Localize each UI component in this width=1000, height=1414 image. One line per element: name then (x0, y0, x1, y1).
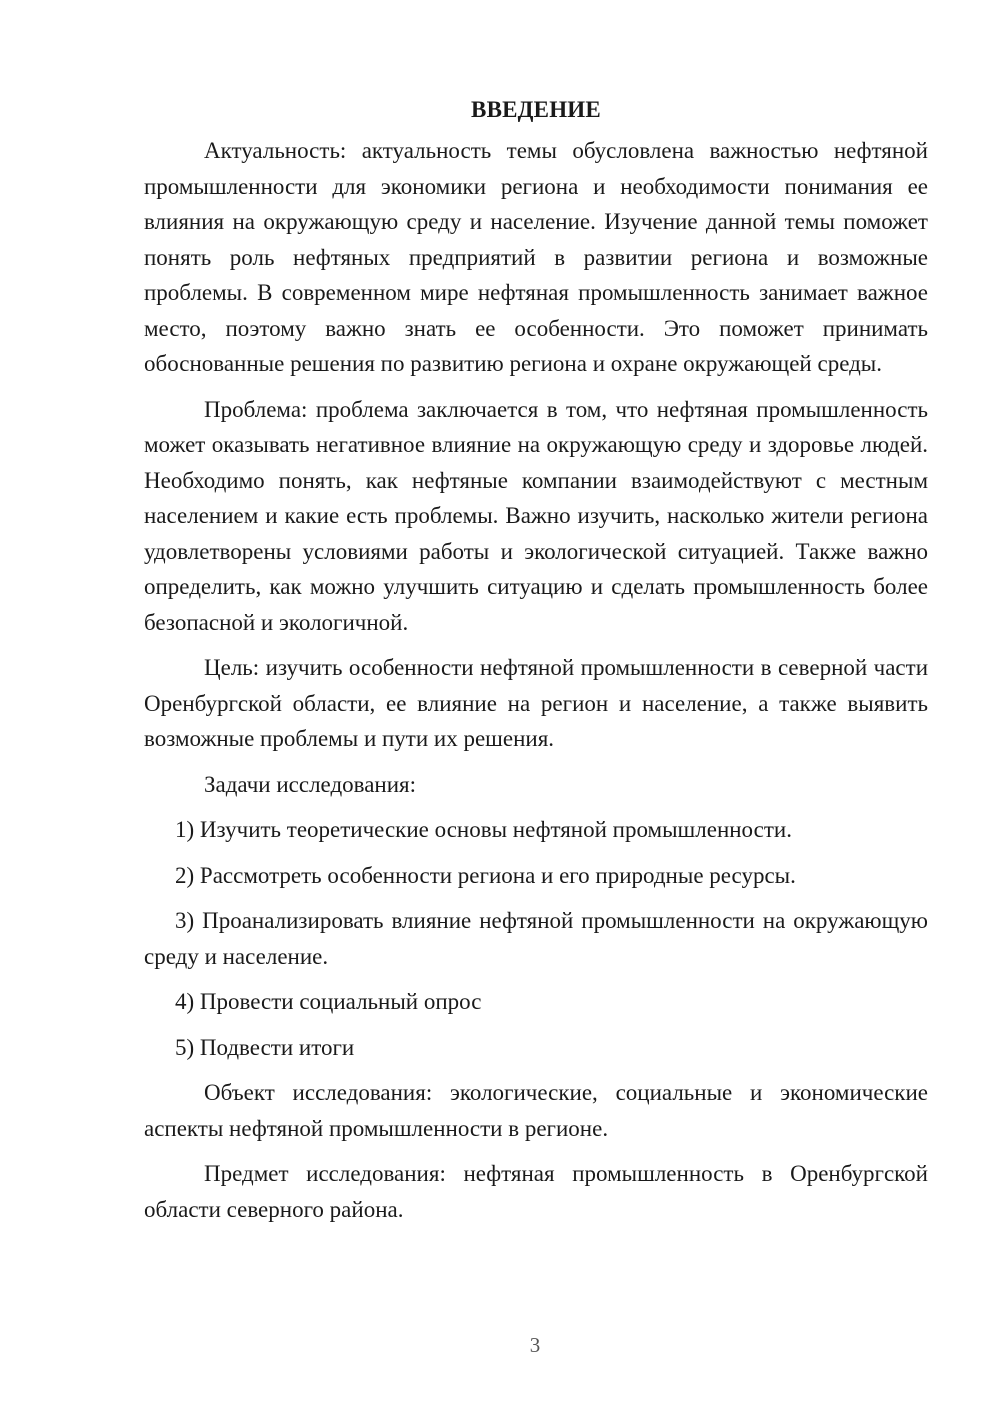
task-item-1: 1) Изучить теоретические основы нефтяной промышленности. (175, 817, 792, 842)
task-item-3: 3) Проанализировать влияние нефтяной промышленности на окружающую среду и население. (144, 908, 928, 969)
object-paragraph: Объект исследования: экологические, социальные и экономические аспекты нефтяной промышленности в регионе. (144, 1080, 928, 1141)
tasks-heading: Задачи исследования: (204, 771, 417, 797)
task-item-5: 5) Подвести итоги (175, 1034, 355, 1060)
problem-paragraph: Проблема: проблема заключается в том, что нефтяная промышленность может оказывать негативное влияние на окружающую среду и здоровье людей. Необходимо понять, как нефтяные компании взаимодействуют с местным населением и какие есть проблемы. Важно изучить, насколько жители региона удовлетворены условиями работы и экологической ситуацией. Также важно определить, как можно улучшить ситуацию и сделать промышленность более безопасной и экологичной. (144, 396, 928, 635)
page-number: 3 (529, 1333, 541, 1357)
task-item-2: 2) Рассмотреть особенности региона и его природные ресурсы. (175, 862, 796, 888)
task-item-4: 4) Провести социальный опрос (175, 989, 482, 1014)
document-page (144, 92, 928, 1237)
goal-paragraph: Цель: изучить особенности нефтяной промышленности в северной части Оренбургской области, ее влияние на регион и население, а также выявить возможные проблемы и пути их решения. (144, 655, 928, 751)
section-title: ВВЕДЕНИЕ (471, 97, 601, 122)
subject-paragraph: Предмет исследования: нефтяная промышленность в Оренбургской области северного района. (144, 1161, 928, 1222)
relevance-paragraph: Актуальность: актуальность темы обусловлена важностью нефтяной промышленности для экономики региона и необходимости понимания ее влияния на окружающую среду и население. Изучение данной темы поможет понять роль нефтяных предприятий в развитии региона и возможные проблемы. В современном мире нефтяная промышленность занимает важное место, поэтому важно знать ее особенности. Это поможет принимать обоснованные решения по развитию региона и охране окружающей среды. (144, 138, 928, 376)
